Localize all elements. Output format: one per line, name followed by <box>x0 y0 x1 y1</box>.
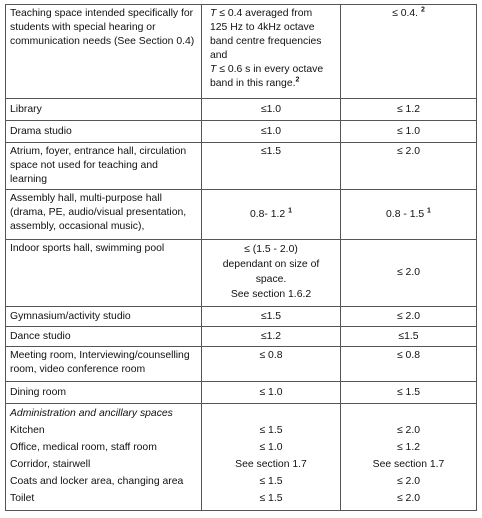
value-line: T ≤ 0.4 averaged from <box>210 8 313 19</box>
sub-value: See section 1.7 <box>372 459 445 470</box>
space-cell: Dining room <box>6 382 202 404</box>
sub-value: ≤ 2.0 <box>396 425 421 436</box>
secondary-cell <box>202 240 341 307</box>
tertiary-cell: ≤ 0.8 <box>341 347 477 382</box>
secondary-cell <box>202 404 341 511</box>
sub-value: ≤ 1.5 <box>259 493 283 504</box>
secondary-cell: ≤1.2 <box>202 327 341 347</box>
group-heading: Administration and ancillary spaces <box>10 408 173 419</box>
secondary-cell: ≤ 0.8 <box>202 347 341 382</box>
value-text: 0.8- 1.2 <box>249 208 286 220</box>
sub-value: ≤ 1.0 <box>259 442 283 453</box>
space-cell: Library <box>6 99 202 121</box>
secondary-cell: ≤1.5 <box>202 307 341 327</box>
sub-space-label: Toilet <box>10 493 35 504</box>
space-cell: Atrium, foyer, entrance hall, circulation space not used for teaching and learning <box>6 143 202 190</box>
secondary-cell: ≤ 1.0 <box>202 382 341 404</box>
tertiary-cell <box>341 190 477 240</box>
table-row <box>6 382 477 404</box>
value-line: band centre frequencies <box>210 36 322 47</box>
sub-space-label: Kitchen <box>10 425 45 436</box>
value-line: See section 1.6.2 <box>230 289 312 300</box>
space-cell: Assembly hall, multi-purpose hall (drama, PE, audio/visual presentation, assembly, occasional music), <box>6 190 202 240</box>
sub-value: ≤ 1.5 <box>259 425 283 436</box>
value-line: dependant on size of <box>222 259 320 270</box>
sub-value: ≤ 1.2 <box>396 442 421 453</box>
secondary-cell <box>202 5 341 99</box>
footnote-marker: 1 <box>427 207 431 215</box>
value-text: band in this range. <box>210 78 296 89</box>
tertiary-cell: ≤ 1.2 <box>341 99 477 121</box>
value-text: ≤ 0.6 s in every octave <box>216 64 324 75</box>
footnote-marker: 1 <box>288 207 293 215</box>
tertiary-cell: ≤1.5 <box>341 327 477 347</box>
table-row <box>6 99 477 121</box>
value-line: 125 Hz to 4kHz octave <box>210 22 315 33</box>
space-cell: Meeting room, Interviewing/counselling room, video conference room <box>6 347 202 382</box>
tertiary-cell <box>341 404 477 511</box>
tertiary-cell: ≤ 2.0 <box>341 240 477 307</box>
value-line: space. <box>255 274 287 285</box>
table-row <box>6 5 477 99</box>
table-row <box>6 121 477 143</box>
space-cell: Gymnasium/activity studio <box>6 307 202 327</box>
sub-space-label: Coats and locker area, changing area <box>10 476 184 487</box>
table-row <box>6 240 477 307</box>
tertiary-cell: ≤ 2.0 <box>341 307 477 327</box>
sub-value: ≤ 2.0 <box>396 476 421 487</box>
table-row <box>6 347 477 382</box>
spacer <box>345 405 472 422</box>
secondary-cell: ≤1.5 <box>202 143 341 190</box>
tertiary-cell <box>341 5 477 99</box>
secondary-cell: ≤1.0 <box>202 121 341 143</box>
sub-value: ≤ 1.5 <box>259 476 283 487</box>
table-row <box>6 327 477 347</box>
value-text: ≤ 0.4. <box>392 8 419 19</box>
table-row <box>6 190 477 240</box>
space-cell: Indoor sports hall, swimming pool <box>6 240 202 307</box>
secondary-cell: ≤1.0 <box>202 99 341 121</box>
space-cell <box>6 404 202 511</box>
table-row <box>6 404 477 511</box>
space-label: Teaching space intended specifically for students with special hearing or communication needs (See Section 0.4) <box>10 8 195 47</box>
value-text: 0.8 - 1.5 <box>386 208 425 220</box>
reverberation-time-table <box>5 4 477 511</box>
space-cell: Drama studio <box>6 121 202 143</box>
tertiary-cell: ≤ 2.0 <box>341 143 477 190</box>
spacer <box>206 405 336 422</box>
space-cell <box>6 5 202 99</box>
value-line: and <box>210 50 228 61</box>
sub-value: ≤ 2.0 <box>396 493 421 504</box>
tertiary-cell: ≤ 1.5 <box>341 382 477 404</box>
table-row <box>6 307 477 327</box>
footnote-marker: 2 <box>295 76 300 84</box>
space-cell: Dance studio <box>6 327 202 347</box>
value-text: ≤ 0.4 averaged from <box>216 8 313 19</box>
sub-space-label: Office, medical room, staff room <box>10 442 157 453</box>
table-row <box>6 143 477 190</box>
sub-space-label: Corridor, stairwell <box>10 459 91 470</box>
value-line: ≤ (1.5 - 2.0) <box>244 244 298 255</box>
value-line: T ≤ 0.6 s in every octave <box>210 64 324 75</box>
sub-value: See section 1.7 <box>235 459 307 470</box>
secondary-cell <box>202 190 341 240</box>
footnote-marker: 2 <box>420 6 425 14</box>
tertiary-cell: ≤ 1.0 <box>341 121 477 143</box>
value-line <box>210 77 336 91</box>
